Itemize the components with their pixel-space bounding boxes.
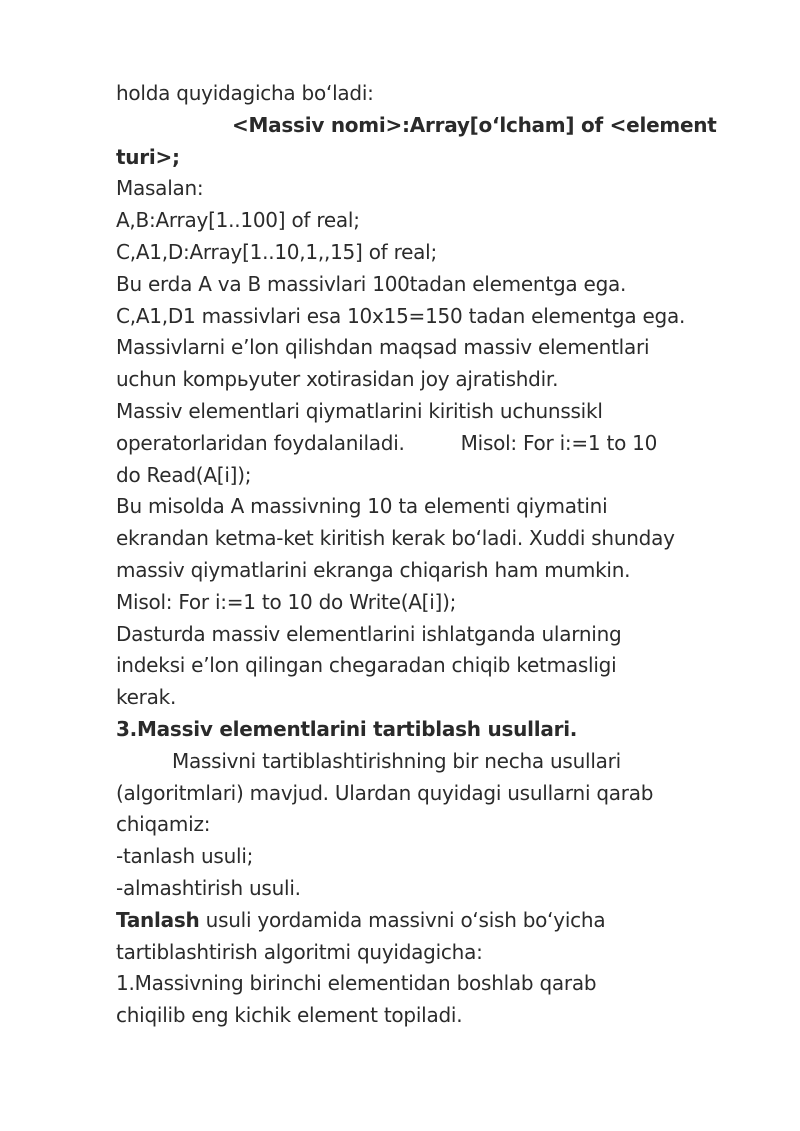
code-line: do Read(A[i]); [116, 462, 252, 487]
bold-term: Tanlash [116, 907, 200, 932]
text-line: ekrandan ketma-ket kiritish kerak bo‘ladi. Xuddi shunday [116, 526, 675, 551]
text-line-with-term [116, 905, 756, 937]
text-line: Bu misolda A massivning 10 ta elementi qiymatini [116, 494, 608, 519]
text-line: 1.Massivning birinchi elementidan boshlab qarab [116, 971, 597, 996]
text-line: (algoritmlari) mavjud. Ulardan quyidagi usullarni qarab [116, 780, 654, 805]
text-line: holda quyidagicha bo‘ladi: [116, 81, 374, 105]
text-segment: usuli yordamida massivni o‘sish bo‘yicha [199, 907, 606, 932]
list-item: -almashtirish usuli. [116, 875, 301, 900]
text-line: chiqamiz: [116, 812, 211, 837]
text-line: C,A1,D1 massivlari esa 10x15=150 tadan elementga ega. [116, 303, 686, 328]
array-declaration-syntax-end: turi>; [116, 144, 180, 169]
text-line: kerak. [116, 685, 177, 710]
text-line: massiv qiymatlarini ekranga chiqarish ham mumkin. [116, 557, 631, 582]
code-line: A,B:Array[1..100] of real; [116, 208, 360, 233]
text-line: indeksi e’lon qilingan chegaradan chiqib ketmasligi [116, 653, 617, 678]
text-line: Massiv elementlari qiymatlarini kiritish uchunssikl [116, 398, 603, 423]
list-item: -tanlash usuli; [116, 844, 254, 869]
text-line: tartiblashtirish algoritmi quyidagicha: [116, 939, 483, 964]
text-line: Dasturda massiv elementlarini ishlatganda ularning [116, 621, 622, 646]
text-line: Massivni tartiblashtirishning bir necha usullari [172, 748, 621, 773]
example-code: Misol: For i:=1 to 10 [460, 430, 658, 455]
code-line: C,A1,D:Array[1..10,1,,15] of real; [116, 239, 437, 264]
example-code: Misol: For i:=1 to 10 do Write(A[i]); [116, 589, 457, 614]
text-segment: operatorlaridan foydalaniladi. [116, 430, 405, 455]
section-heading: 3.Massiv elementlarini tartiblash usullari. [116, 716, 578, 741]
document-page [116, 78, 756, 1032]
text-line: Massivlarni e’lon qilishdan maqsad massiv elementlari [116, 335, 650, 360]
text-line-with-example [116, 428, 756, 460]
text-line: Masalan: [116, 176, 204, 201]
array-declaration-syntax: <Massiv nomi>:Array[o‘lcham] of <element [232, 112, 717, 137]
text-line: uchun kompьyuter xotirasidan joy ajratishdir. [116, 367, 559, 392]
text-line: chiqilib eng kichik element topiladi. [116, 1003, 463, 1028]
text-line: Bu erda A va B massivlari 100tadan elementga ega. [116, 271, 627, 296]
